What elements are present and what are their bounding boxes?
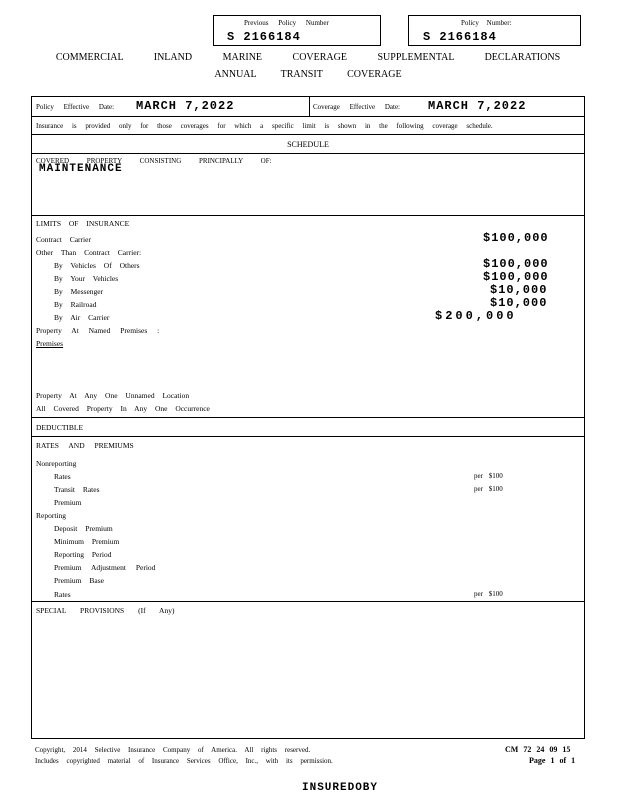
premises-link[interactable]: Premises [36,339,64,348]
rates-heading: RATES AND PREMIUMS [36,441,134,450]
deductible-row [31,417,585,436]
insurance-note: Insurance is provided only for those coverages for which a specific limit is shown in the following coverage schedule. [36,122,493,130]
messenger-label: By Messenger [54,287,104,296]
reporting-rates-per100: per $100 [474,590,503,598]
dates-divider [309,97,310,116]
nonreporting-label: Nonreporting [36,459,77,468]
contract-carrier-label: Contract Carrier [36,235,91,244]
premium-base-label: Premium Base [54,576,104,585]
nonreporting-rates-label: Rates [54,472,71,481]
named-premises-label: Property At Named Premises : [36,326,160,335]
form-number: CM 72 24 09 15 [505,745,571,754]
coverage-effective-date: MARCH 7,2022 [428,99,527,113]
covered-property-value: MAINTENANCE [39,163,123,175]
nonreporting-rates-per100: per $100 [474,472,503,480]
deductible-label: DEDUCTIBLE [36,423,84,432]
vehicles-of-others-label: By Vehicles Of Others [54,261,140,270]
limits-section [31,215,585,417]
reporting-label: Reporting [36,511,66,520]
reporting-period-label: Reporting Period [54,550,112,559]
previous-policy-box [213,15,381,46]
special-provisions-section [31,601,585,739]
schedule-row [31,134,585,153]
your-vehicles-value: $100,000 [483,270,549,284]
limits-heading: LIMITS OF INSURANCE [36,219,130,228]
messenger-value: $10,000 [490,283,548,297]
unnamed-location-label: Property At Any One Unnamed Location [36,391,190,400]
railroad-value: $10,000 [490,296,548,310]
previous-policy-number: S 2166184 [227,30,301,44]
schedule-label: SCHEDULE [287,140,329,149]
coverage-effective-label: Coverage Effective Date: [313,103,401,111]
air-carrier-value: $200,000 [435,309,517,323]
deposit-premium-label: Deposit Premium [54,524,113,533]
form-title-line2: ANNUAL TRANSIT COVERAGE [214,69,402,80]
policy-effective-label: Policy Effective Date: [36,103,115,111]
covered-property-label: COVERED PROPERTY CONSISTING PRINCIPALLY OF: [36,157,272,165]
covered-property-section [31,153,585,215]
previous-policy-label: Previous Policy Number [244,19,329,27]
rates-section [31,436,585,601]
policy-number: S 2166184 [423,30,497,44]
form-title-line1: COMMERCIAL INLAND MARINE COVERAGE SUPPLEMENTAL DECLARATIONS [55,52,561,63]
policy-number-label: Policy Number: [461,19,512,27]
includes-text: Includes copyrighted material of Insurance Services Office, Inc., with its permission. [35,757,333,765]
policy-number-box [408,15,581,46]
contract-carrier-value: $100,000 [483,231,549,245]
reporting-rates-label: Rates [54,590,71,599]
other-than-contract-label: Other Than Contract Carrier: [36,248,142,257]
railroad-label: By Railroad [54,300,97,309]
copyright-text: Copyright, 2014 Selective Insurance Company of America. All rights reserved. [35,746,311,754]
dates-row [31,96,585,116]
all-covered-label: All Covered Property In Any One Occurrence [36,404,210,413]
premium-adjustment-period-label: Premium Adjustment Period [54,563,156,572]
minimum-premium-label: Minimum Premium [54,537,120,546]
air-carrier-label: By Air Carrier [54,313,110,322]
page-number: Page 1 of 1 [529,756,576,765]
your-vehicles-label: By Your Vehicles [54,274,119,283]
premium-label: Premium [54,498,82,507]
policy-effective-date: MARCH 7,2022 [136,99,235,113]
insured-copy-label: INSUREDOBY [302,782,379,794]
special-provisions-label: SPECIAL PROVISIONS (If Any) [36,606,175,615]
vehicles-of-others-value: $100,000 [483,257,549,271]
insurance-note-row [31,116,585,134]
transit-rates-per100: per $100 [474,485,503,493]
transit-rates-label: Transit Rates [54,485,100,494]
